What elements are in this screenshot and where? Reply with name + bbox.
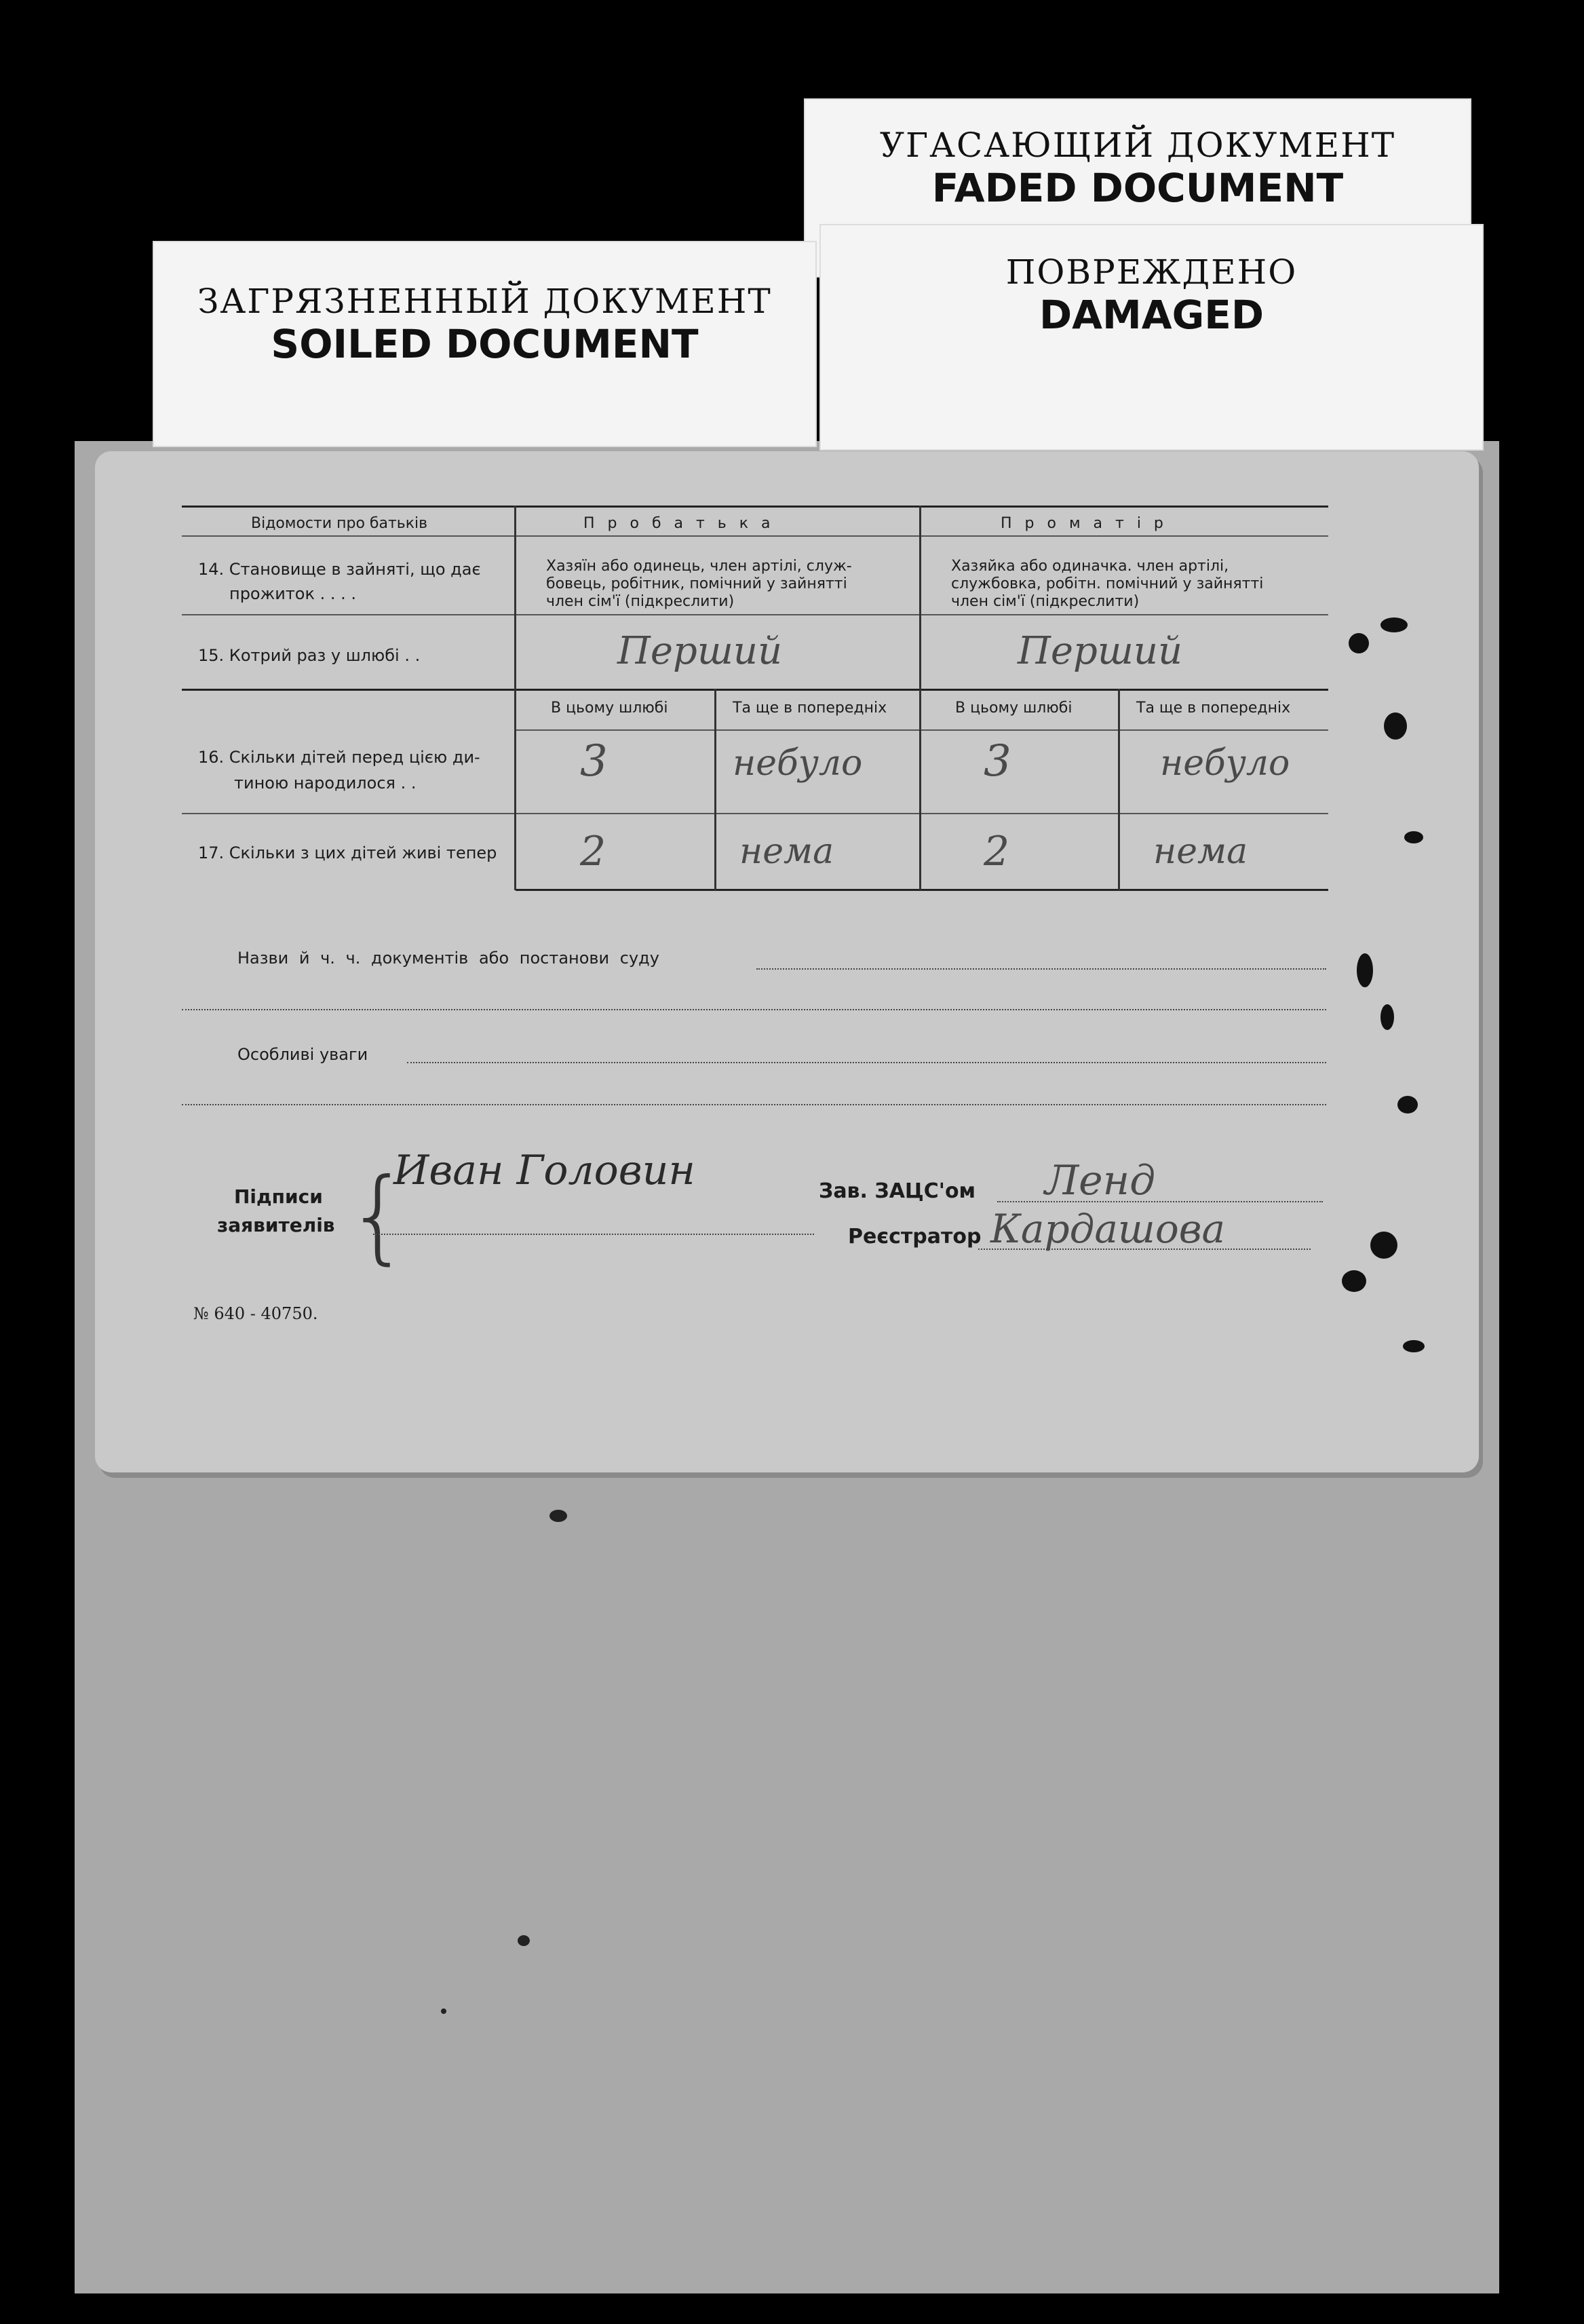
folder-spot xyxy=(549,1510,567,1522)
table-bottom-rule xyxy=(516,889,1328,891)
soiled-label-ru: ЗАГРЯЗНЕННЫЙ ДОКУМЕНТ xyxy=(197,282,772,321)
faded-label-ru: УГАСАЮЩИЙ ДОКУМЕНТ xyxy=(879,126,1396,165)
col-divider-4 xyxy=(1118,689,1120,890)
header-mother: П р о м а т і р xyxy=(1001,515,1167,532)
applicant-signature-line xyxy=(373,1234,814,1235)
faded-label-en: FADED DOCUMENT xyxy=(931,165,1344,211)
signatures-label-2: заявителів xyxy=(217,1214,335,1236)
row16-mother-this: 3 xyxy=(984,736,1011,786)
row14-father-line1: Хазяїн або одинець, член артілі, служ- xyxy=(546,558,852,575)
subheader-previous-father: Та ще в попередніх xyxy=(733,700,887,717)
damage-hole xyxy=(1404,831,1423,843)
row17-label: 17. Скільки з цих дітей живі тепер xyxy=(198,843,497,862)
remarks-line-2 xyxy=(182,1104,1326,1105)
damaged-label-en: DAMAGED xyxy=(1039,292,1264,338)
row17-father-previous: нема xyxy=(739,831,834,872)
damage-hole xyxy=(1384,712,1407,740)
documents-label: Назви й ч. ч. документів або постанови суду xyxy=(237,949,659,968)
remarks-line-1 xyxy=(407,1062,1326,1063)
table-top-rule xyxy=(182,506,1328,508)
damage-hole xyxy=(1349,633,1369,653)
row15-father-value: Перший xyxy=(617,629,783,673)
folder-spot xyxy=(441,2008,446,2014)
col-divider-1 xyxy=(514,506,516,890)
row16-label-line2: тиною народилося . . xyxy=(234,774,417,793)
registrar-signature: Кардашова xyxy=(990,1206,1226,1252)
head-signature: Ленд xyxy=(1045,1157,1156,1204)
damaged-label-ru: ПОВРЕЖДЕНО xyxy=(1005,252,1298,292)
damage-hole xyxy=(1380,1004,1394,1030)
applicant-signature: Иван Головин xyxy=(393,1147,695,1194)
folder-spot xyxy=(518,1935,530,1946)
row14-label-line2: прожиток . . . . xyxy=(229,584,357,603)
row15-label: 15. Котрий раз у шлюбі . . xyxy=(198,646,421,665)
row16-father-this: 3 xyxy=(580,736,608,786)
row17-father-this: 2 xyxy=(580,828,606,875)
row14-rule xyxy=(182,614,1328,615)
damage-hole xyxy=(1370,1232,1397,1259)
subheader-previous-mother: Та ще в попередніх xyxy=(1136,700,1291,717)
soiled-document-label xyxy=(153,241,817,447)
row14-father-line3: член сім'ї (підкреслити) xyxy=(546,593,735,610)
col-divider-3 xyxy=(714,689,716,890)
damage-hole xyxy=(1380,617,1408,632)
col-divider-2 xyxy=(919,506,921,890)
row16-rule xyxy=(182,813,1328,814)
damage-hole xyxy=(1403,1340,1425,1352)
header-rule xyxy=(182,535,1328,537)
registrar-label: Реєстратор xyxy=(848,1225,982,1249)
row14-mother-line1: Хазяйка або одиначка. член артілі, xyxy=(951,558,1229,575)
form-number: № 640 - 40750. xyxy=(193,1304,318,1323)
signatures-label-1: Підписи xyxy=(234,1185,323,1208)
row15-rule xyxy=(182,689,1328,691)
row14-mother-line2: службовка, робітн. помічний у зайнятті xyxy=(951,575,1264,592)
damaged-document-label xyxy=(819,224,1484,451)
remarks-label: Особливі уваги xyxy=(237,1045,368,1064)
head-label: Зав. ЗАЦС'ом xyxy=(819,1179,976,1203)
damage-hole xyxy=(1397,1096,1418,1113)
header-father: П р о б а т ь к а xyxy=(583,515,775,532)
registration-form: Відомости про батьків П р о б а т ь к а П р о м а т і р 14. Становище в зайняті, що дає прожиток . . . . Хазяїн або одинець, член артілі, служ- бовець, робітник, помічний у зайнятті член сім'ї (підкреслити) Хазяйка або одиначка. член артілі, службовка, робітн. помічний у зайнятті член сім'ї (підкреслити) 15. Котрий раз у шлюбі . . Перший Перший В цьому шлюбі Та ще в попередніх В цьому шлюбі Та ще в попередніх 16. Скільки дітей перед цією ди- тиною народилося . . 3 небуло 3 небуло 17. Скільки з цих дітей живі тепер 2 нема 2 нема Назви й ч. ч. документів або постанови суду Особливі уваги Підписи заявителів { Иван Головин Зав. ЗАЦС'ом Ленд Реєстратор Кардашова № 640 - 40750. xyxy=(95,451,1479,1472)
row17-mother-this: 2 xyxy=(984,828,1010,875)
subheader-rule xyxy=(516,729,1328,731)
header-parents-info: Відомости про батьків xyxy=(251,515,428,532)
subheader-this-marriage-mother: В цьому шлюбі xyxy=(955,700,1073,717)
row17-mother-previous: нема xyxy=(1153,831,1248,872)
row16-mother-previous: небуло xyxy=(1160,743,1290,784)
documents-line-2 xyxy=(182,1009,1326,1010)
row15-mother-value: Перший xyxy=(1018,629,1183,673)
subheader-this-marriage-father: В цьому шлюбі xyxy=(551,700,668,717)
soiled-label-en: SOILED DOCUMENT xyxy=(271,321,699,367)
damage-hole xyxy=(1342,1270,1366,1292)
row16-label-line1: 16. Скільки дітей перед цією ди- xyxy=(198,748,480,767)
row14-label-line1: 14. Становище в зайняті, що дає xyxy=(198,560,481,579)
damage-hole xyxy=(1357,953,1373,987)
row16-father-previous: небуло xyxy=(733,743,863,784)
row14-mother-line3: член сім'ї (підкреслити) xyxy=(951,593,1140,610)
row14-father-line2: бовець, робітник, помічний у зайнятті xyxy=(546,575,847,592)
documents-line-1 xyxy=(756,968,1326,970)
